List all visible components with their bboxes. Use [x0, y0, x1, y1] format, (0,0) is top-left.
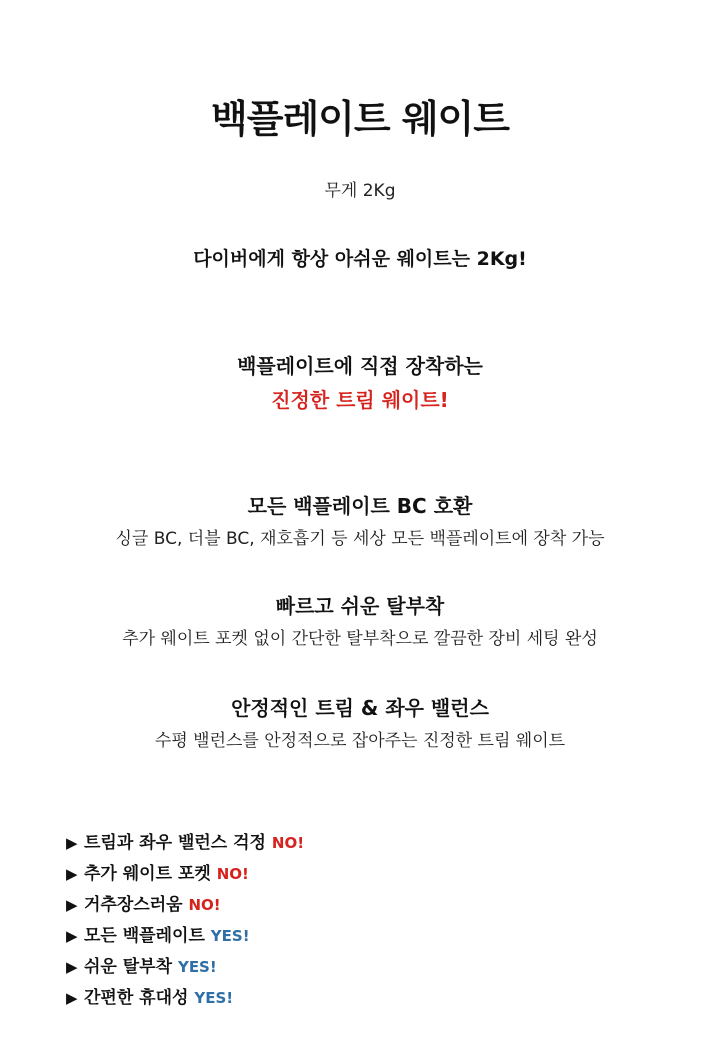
- feature-heading-balance: 안정적인 트림 & 좌우 밸런스: [231, 696, 489, 720]
- checklist-text: 거추장스러움: [84, 895, 183, 915]
- play-arrow-icon: ▶: [66, 865, 78, 883]
- checklist-text: 추가 웨이트 포켓: [84, 864, 211, 884]
- feature-heading-attach: 빠르고 쉬운 탈부착: [275, 594, 445, 618]
- feature-desc-compat: 싱글 BC, 더블 BC, 재호흡기 등 세상 모든 백플레이트에 장착 가능: [115, 529, 605, 549]
- feature-desc-attach: 추가 웨이트 포켓 없이 간단한 탈부착으로 깔끔한 장비 세팅 완성: [122, 629, 598, 649]
- feature-desc-balance: 수평 밸런스를 안정적으로 잡아주는 진정한 트림 웨이트: [154, 731, 566, 751]
- checklist-item: [66, 923, 304, 954]
- checklist-item: [66, 861, 304, 892]
- checklist-text: 간편한 휴대성: [84, 988, 189, 1008]
- play-arrow-icon: ▶: [66, 989, 78, 1007]
- play-arrow-icon: ▶: [66, 834, 78, 852]
- benefit-checklist: [66, 830, 304, 1016]
- no-badge: NO!: [271, 834, 305, 852]
- page-title: 백플레이트 웨이트: [211, 97, 509, 141]
- play-arrow-icon: ▶: [66, 927, 78, 945]
- checklist-item: [66, 830, 304, 861]
- checklist-item: [66, 892, 304, 923]
- play-arrow-icon: ▶: [66, 896, 78, 914]
- yes-badge: YES!: [210, 927, 250, 945]
- yes-badge: YES!: [194, 989, 234, 1007]
- no-badge: NO!: [188, 896, 221, 914]
- checklist-text: 모든 백플레이트: [84, 926, 205, 946]
- feature-heading-compat: 모든 백플레이트 BC 호환: [247, 494, 473, 518]
- play-arrow-icon: ▶: [66, 958, 78, 976]
- tagline: 다이버에게 항상 아쉬운 웨이트는 2Kg!: [193, 248, 527, 270]
- checklist-text: 트림과 좌우 밸런스 걱정: [84, 833, 266, 853]
- weight-spec: 무게 2Kg: [324, 181, 396, 201]
- intro-highlight: 진정한 트림 웨이트!: [271, 388, 449, 412]
- checklist-item: [66, 954, 304, 985]
- checklist-item: [66, 985, 304, 1016]
- checklist-text: 쉬운 탈부착: [84, 957, 173, 977]
- no-badge: NO!: [216, 865, 249, 883]
- yes-badge: YES!: [177, 958, 217, 976]
- intro-line: 백플레이트에 직접 장착하는: [237, 354, 483, 378]
